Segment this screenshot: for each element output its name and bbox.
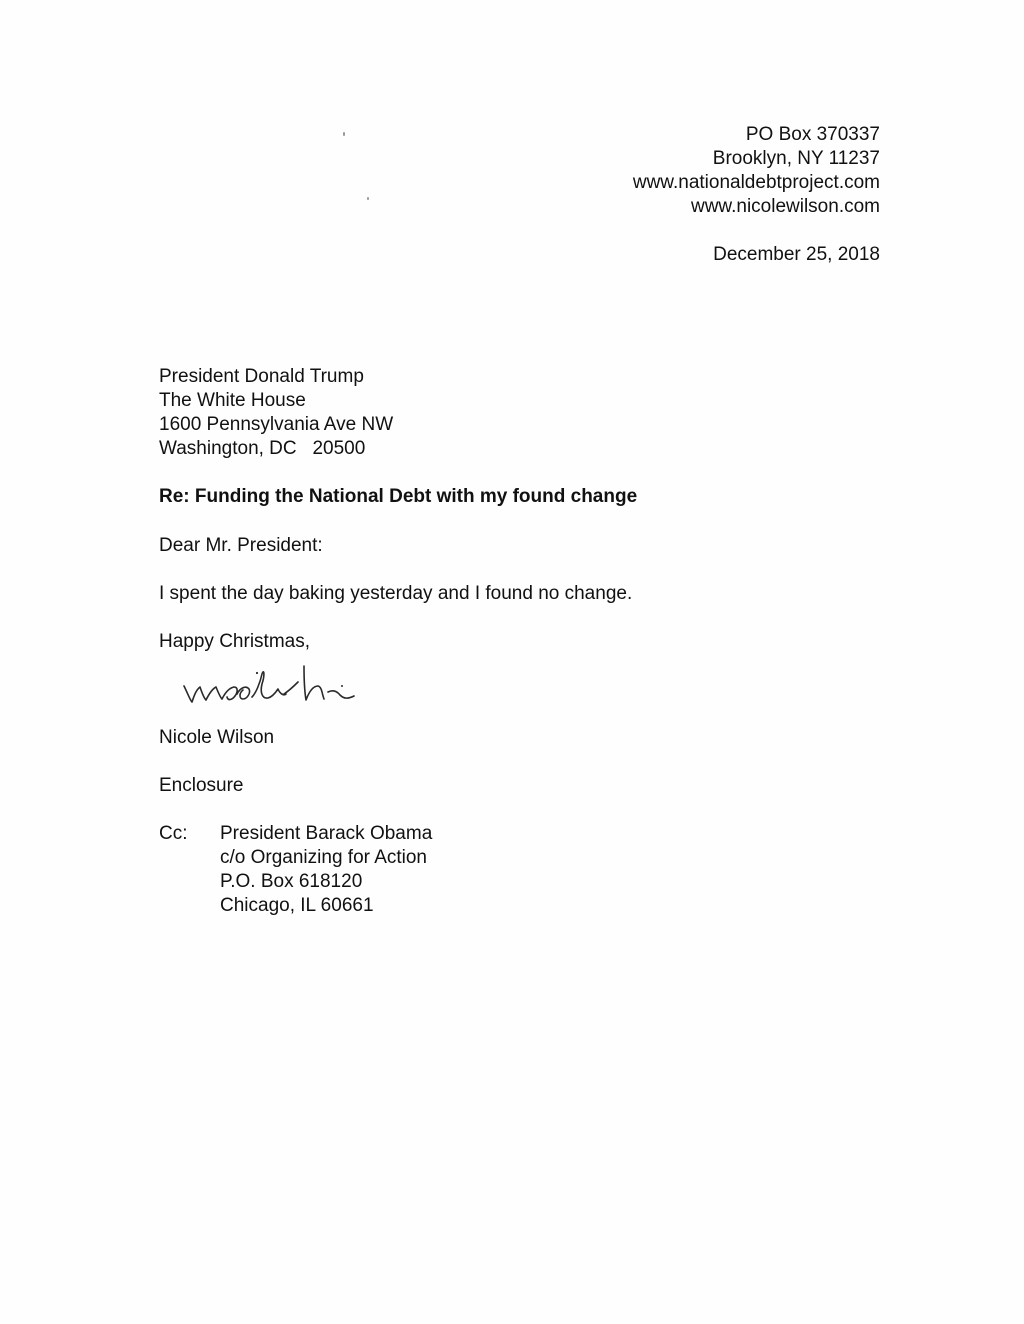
enclosure-note: Enclosure (159, 775, 244, 796)
cc-line1: c/o Organizing for Action (220, 847, 427, 868)
cc-name: President Barack Obama (220, 823, 433, 844)
sender-website-1: www.nationaldebtproject.com (632, 172, 880, 193)
body-paragraph: I spent the day baking yesterday and I found no change. (159, 583, 633, 604)
handwritten-signature (182, 656, 392, 716)
cc-label: Cc: (159, 823, 188, 844)
recipient-name: President Donald Trump (159, 366, 364, 387)
recipient-line2: 1600 Pennsylvania Ave NW (159, 414, 394, 435)
subject-line: Re: Funding the National Debt with my found change (159, 486, 638, 507)
salutation: Dear Mr. President: (159, 535, 323, 556)
cc-line3: Chicago, IL 60661 (220, 895, 374, 916)
scan-speck (343, 132, 345, 136)
signature-name: Nicole Wilson (159, 727, 275, 748)
sender-website-2: www.nicolewilson.com (690, 196, 880, 217)
letter-date: December 25, 2018 (713, 244, 880, 265)
closing: Happy Christmas, (159, 631, 310, 652)
cc-line2: P.O. Box 618120 (220, 871, 363, 892)
sender-address-line2: Brooklyn, NY 11237 (712, 148, 880, 169)
recipient-line3: Washington, DC 20500 (159, 438, 366, 459)
scan-speck (367, 197, 369, 200)
sender-address-line1: PO Box 370337 (745, 124, 880, 145)
recipient-line1: The White House (159, 390, 306, 411)
